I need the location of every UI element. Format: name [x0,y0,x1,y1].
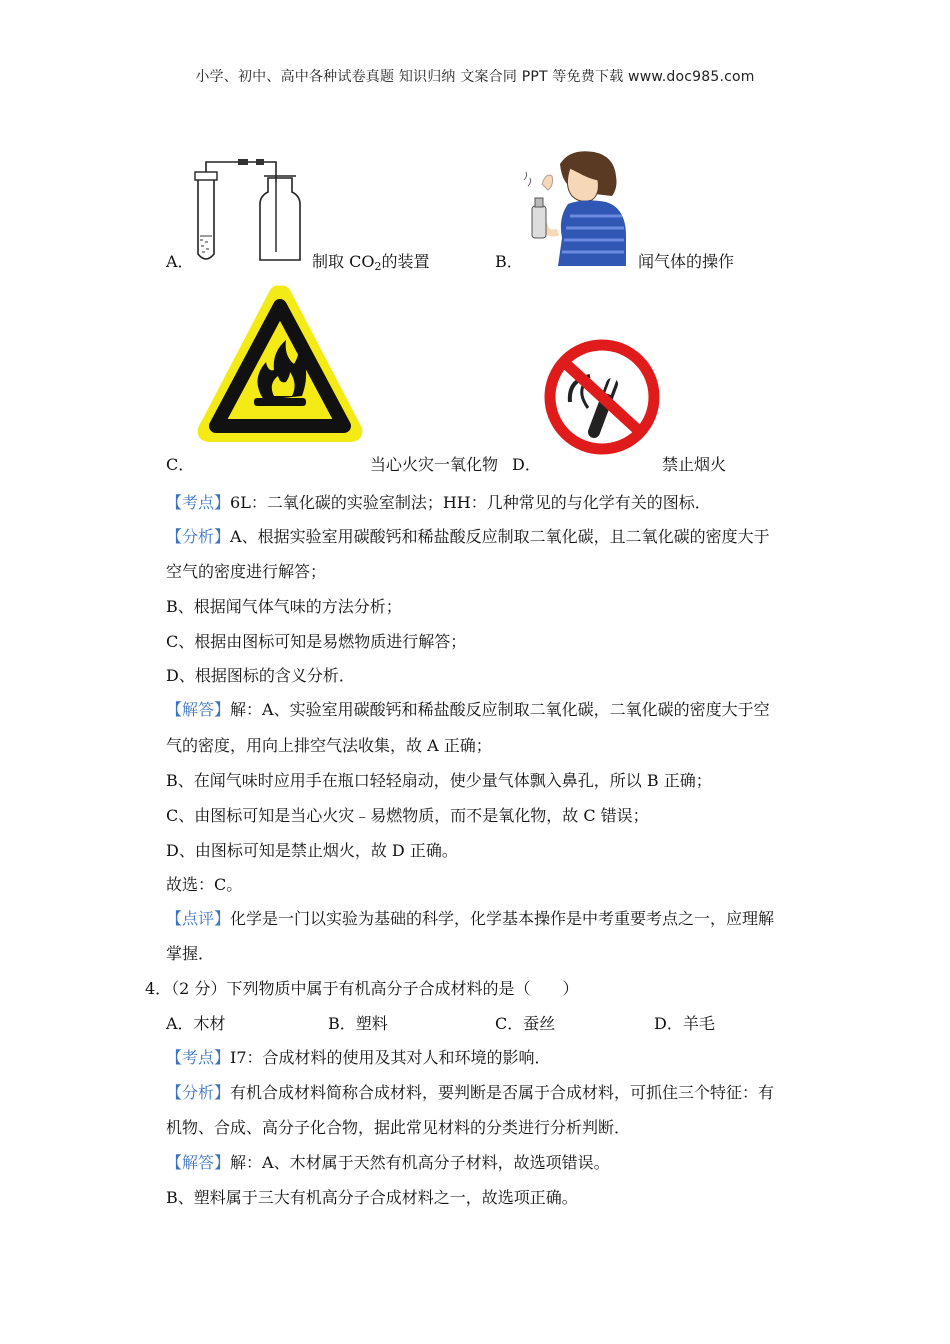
q3-jieda-4: C、由图标可知是当心火灾﹣易燃物质，而不是氧化物，故 C 错误； [166,806,649,825]
page-header: 小学、初中、高中各种试卷真题 知识归纳 文案合同 PPT 等免费下载 www.doc985.com [195,69,755,85]
q3-dianping: 【点评】化学是一门以实验为基础的科学，化学基本操作是中考重要考点之一，应理解 [166,909,775,928]
fenxi-tag: 【分析】 [166,527,231,546]
q3-fenxi-3: B、根据闻气体气味的方法分析； [166,597,402,616]
kaodian-tag: 【考点】 [166,493,231,512]
option-b-letter: B． [495,252,523,271]
no-smoking-fire-sign-icon [542,338,662,456]
q4-fenxi: 【分析】有机合成材料简称合成材料，要判断是否属于合成材料，可抓住三个特征：有 [166,1083,775,1102]
option-d-caption: 禁止烟火 [662,455,727,474]
jieda-tag: 【解答】 [166,1153,231,1172]
q4-option-b: B．塑料 [328,1014,388,1033]
option-a-caption: 制取 $CO_2$的装置 [312,252,430,273]
q3-fenxi-4: C、根据由图标可知是易燃物质进行解答； [166,632,467,651]
jieda-tag: 【解答】 [166,700,231,719]
q4-option-c: C．蚕丝 [495,1014,556,1033]
q4-option-d: D．羊毛 [654,1014,715,1033]
option-d-letter: D． [512,455,541,474]
smelling-gas-figure [518,146,634,270]
option-b-caption: 闻气体的操作 [638,252,735,271]
q3-jieda-3: B、在闻气味时应用手在瓶口轻轻扇动，使少量气体飘入鼻孔，所以 B 正确； [166,771,712,790]
option-c-letter: C． [166,455,195,474]
co2-apparatus-figure [192,156,308,266]
q4-option-a: A．木材 [166,1014,226,1033]
flammable-warning-sign-icon [194,280,366,446]
kaodian-tag: 【考点】 [166,1048,231,1067]
q3-fenxi: 【分析】A、根据实验室用碳酸钙和稀盐酸反应制取二氧化碳，且二氧化碳的密度大于 [166,527,770,546]
option-a [166,249,194,272]
q3-fenxi-5: D、根据图标的含义分析． [166,666,355,685]
q4-kaodian: 【考点】I7：合成材料的使用及其对人和环境的影响． [166,1048,551,1067]
option-b [495,249,523,272]
fenxi-tag: 【分析】 [166,1083,231,1102]
option-d [512,452,541,475]
option-c-caption: 当心火灾一氧化物 [370,455,499,474]
q3-fenxi-2: 空气的密度进行解答； [166,562,327,581]
q3-kaodian: 【考点】6L：二氧化碳的实验室制法；HH：几种常见的与化学有关的图标． [166,493,711,512]
q3-jieda: 【解答】解：A、实验室用碳酸钙和稀盐酸反应制取二氧化碳，二氧化碳的密度大于空 [166,700,770,719]
option-a-letter: A． [166,252,194,271]
q4-jieda-2: B、塑料属于三大有机高分子合成材料之一，故选项正确。 [166,1188,578,1207]
q3-jieda-5: D、由图标可知是禁止烟火，故 D 正确。 [166,841,458,860]
dianping-tag: 【点评】 [166,909,231,928]
q4-jieda: 【解答】解：A、木材属于天然有机高分子材料，故选项错误。 [166,1153,610,1172]
q4-fenxi-2: 机物、合成、高分子化合物，据此常见材料的分类进行分析判断． [166,1118,631,1137]
q4-stem: 4．（2 分）下列物质中属于有机高分子合成材料的是（ ） [145,979,579,998]
q3-dianping-2: 掌握． [166,944,215,963]
q3-jieda-2: 气的密度，用向上排空气法收集，故 A 正确； [166,736,492,755]
option-c [166,452,194,475]
q3-jieda-6: 故选：C。 [166,875,243,894]
